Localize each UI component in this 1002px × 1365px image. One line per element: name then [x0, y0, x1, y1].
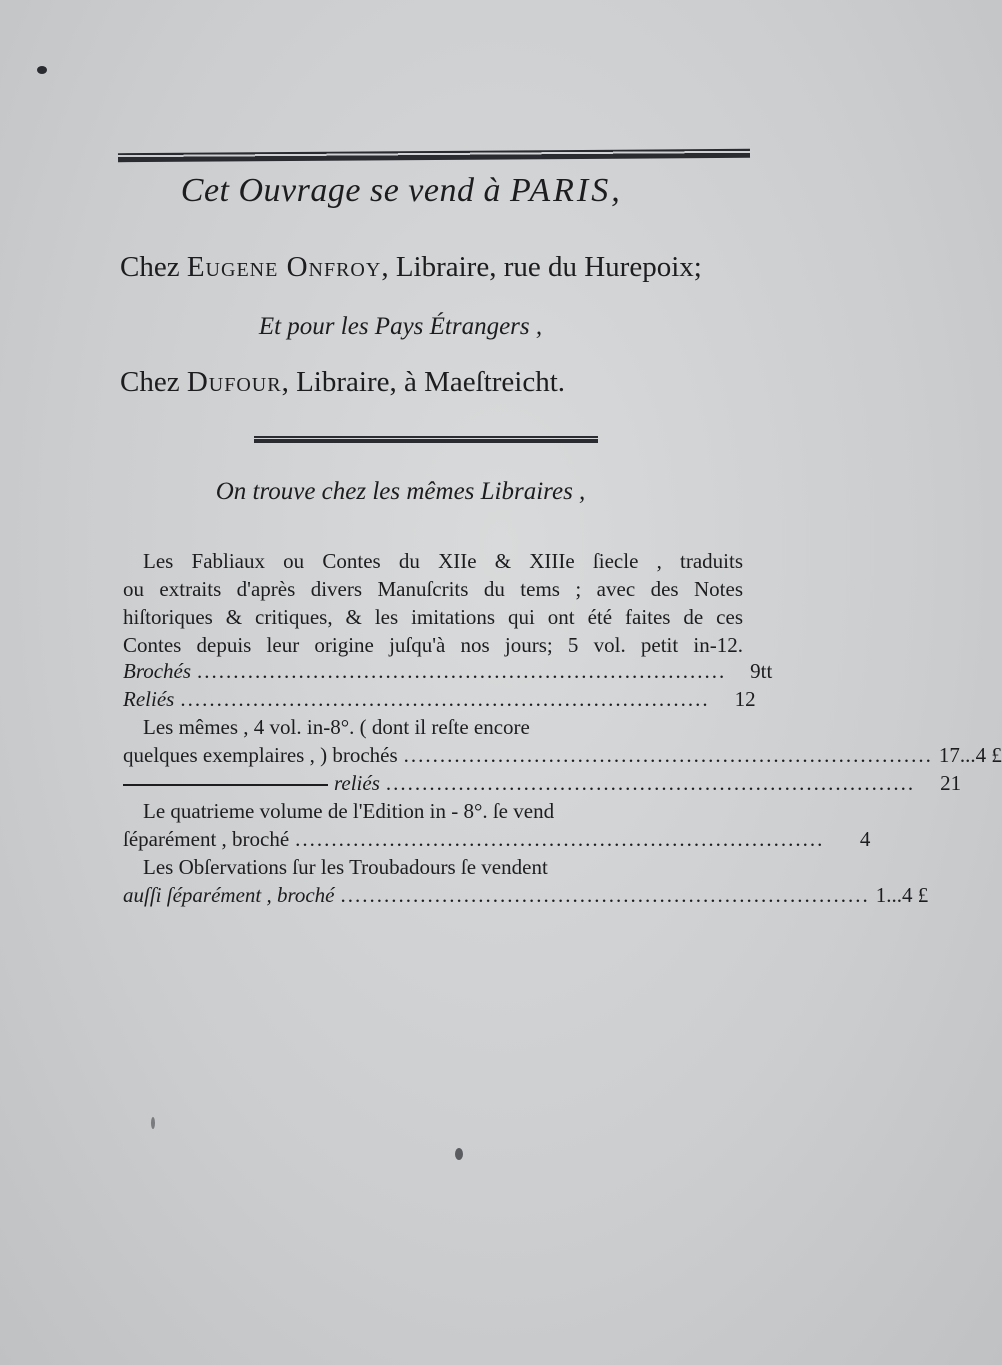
price-label: ſéparément , broché: [123, 827, 290, 851]
ink-spot: [37, 66, 47, 74]
entry-line: ou extraits d'après divers Manuſcrits du tems ; avec des Notes: [123, 577, 743, 601]
price-value: 12: [734, 687, 756, 711]
leader-dots: .........................................................................: [340, 883, 870, 907]
price-value: 1...4 £: [875, 883, 929, 907]
foreign-countries-line: Et pour les Pays Étrangers ,: [258, 313, 543, 340]
entry-fabliaux: [123, 547, 743, 659]
price-row-relies: [123, 687, 756, 715]
foreign-publisher-address: , Libraire, à Maeſtreicht.: [281, 366, 566, 398]
price-label: Reliés: [123, 687, 175, 711]
price-label: [123, 771, 380, 799]
price-row-vol4: [123, 827, 871, 855]
entry-troubadours-line: Les Obſervations ſur les Troubadours ſe vendent: [143, 855, 548, 879]
publisher-line: [120, 251, 702, 284]
price-label: Brochés: [123, 659, 192, 683]
price-row-broches: [123, 659, 773, 687]
entry-vol4-line: Le quatrieme volume de l'Edition in - 8°. ſe vend: [143, 799, 555, 823]
entry-in8-line: Les mêmes , 4 vol. in-8°. ( dont il reſte encore: [143, 715, 530, 739]
price-label: quelques exemplaires , ) brochés: [123, 743, 398, 767]
leader-dots: .........................................................................: [180, 687, 710, 711]
price-row-troubadours: [123, 883, 929, 911]
leader-dots: .........................................................................: [385, 771, 916, 795]
middle-double-rule: [254, 436, 598, 443]
chez-prefix-2: Chez: [120, 366, 180, 398]
catalog-heading: On trouve chez les mêmes Libraires ,: [215, 478, 586, 505]
leader-dots: .........................................................................: [295, 827, 825, 851]
foreign-publisher-line: [120, 366, 565, 399]
price-value: 17...4 £: [938, 743, 1002, 767]
title-city: PARIS: [509, 172, 612, 209]
publisher-name: Eugene Onfroy: [186, 251, 382, 283]
title-suffix: ,: [611, 172, 621, 209]
entry-line: Contes depuis leur origine juſqu'à nos jours; 5 vol. petit in-12.: [123, 633, 743, 657]
leader-dots: .........................................................................: [403, 743, 933, 767]
price-label: auſſi ſéparément , broché: [123, 883, 335, 907]
price-row-in8-relies: [123, 771, 962, 799]
ink-spot: [455, 1148, 463, 1160]
price-row-in8-broches: [123, 743, 1002, 771]
chez-prefix: Chez: [120, 251, 180, 283]
entry-line: hiſtoriques & critiques, & les imitations qui ont été faites de ces: [123, 605, 743, 629]
entry-line: Les Fabliaux ou Contes du XIIe & XIIIe ſiecle , traduits: [143, 549, 743, 573]
price-value: 4: [859, 827, 871, 851]
ink-spot: [151, 1117, 155, 1129]
title-prefix: Cet Ouvrage se vend à: [180, 172, 501, 209]
top-double-rule: [118, 149, 750, 162]
title-line: [0, 172, 801, 210]
price-label-text: reliés: [334, 771, 380, 795]
price-value: 9tt: [750, 659, 773, 683]
ditto-dash: [123, 784, 328, 786]
price-value: 21: [940, 771, 962, 795]
foreign-publisher-name: Dufour: [186, 366, 282, 398]
publisher-address: , Libraire, rue du Hurepoix;: [381, 251, 702, 283]
leader-dots: .........................................................................: [197, 659, 727, 683]
